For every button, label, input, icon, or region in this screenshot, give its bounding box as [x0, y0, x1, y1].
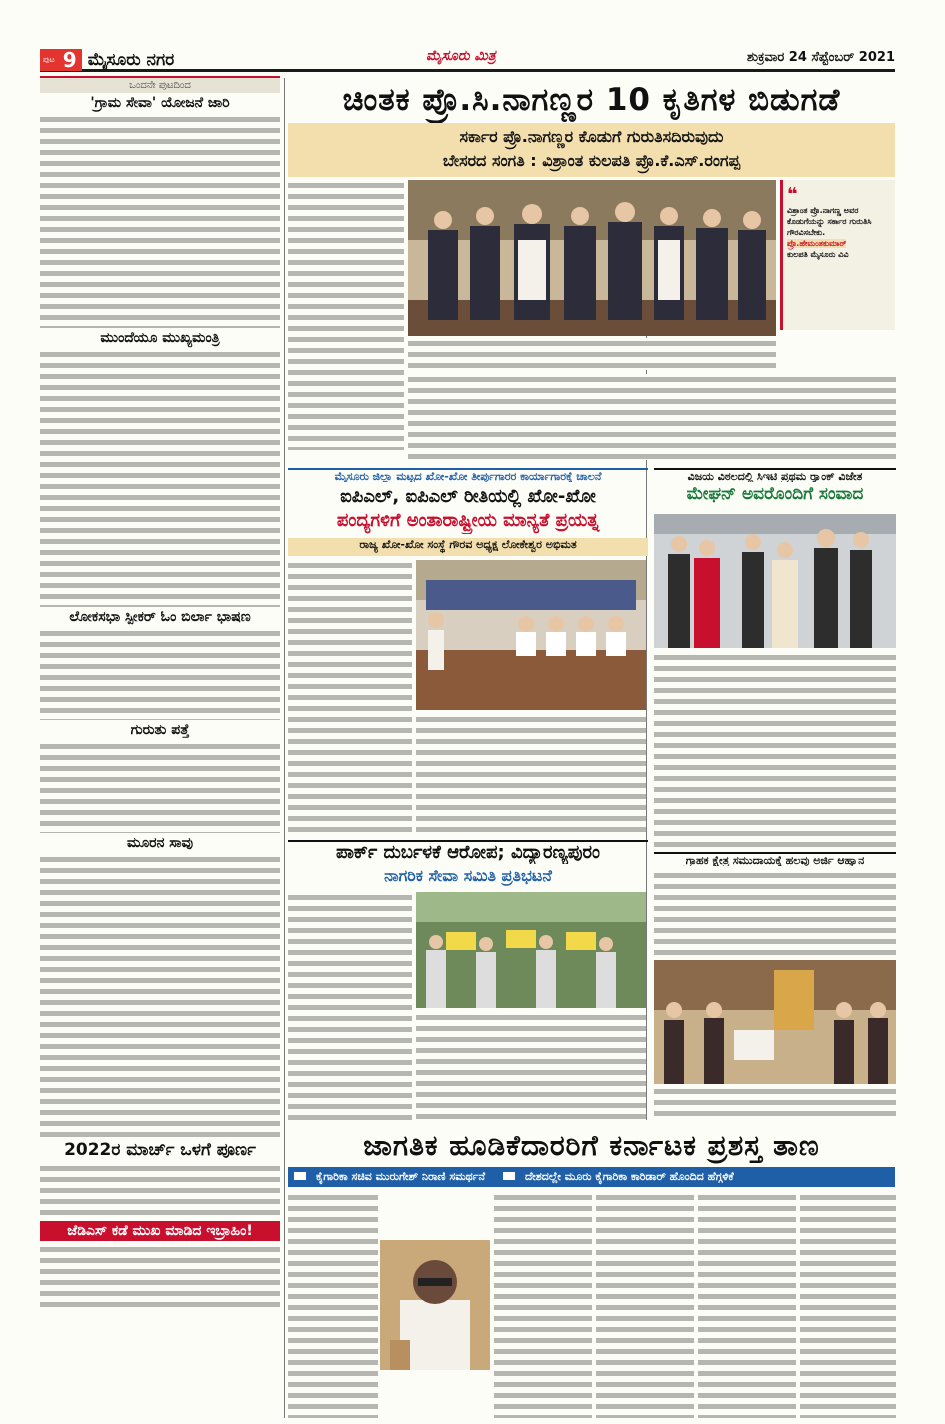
page-number: 9 [58, 49, 82, 71]
story-headline: 2022ರ ಮಾರ್ಚ್ ಒಳಗೆ ಪೂರ್ಣ [64, 1140, 256, 1160]
lead-subheads [288, 123, 895, 177]
lead-subhead-1: ಸರ್ಕಾರ ಪ್ರೊ.ನಾಗಣ್ಣರ ಕೊಡುಗೆ ಗುರುತಿಸದಿರುವುದು [459, 127, 724, 146]
kho-body-cont [416, 714, 646, 838]
rank-headline: ಮೇಘನ್ ಅವರೊಂದಿಗೆ ಸಂವಾದ [686, 484, 864, 504]
kho-body [288, 560, 412, 838]
park-headline-2: ನಾಗರಿಕ ಸೇವಾ ಸಮಿತಿ ಪ್ರತಿಭಟನೆ [384, 866, 552, 885]
photo-illustration [408, 180, 776, 336]
square-bullet-icon [294, 1172, 306, 1180]
kho-headline-2: ಪಂದ್ಯಗಳಿಗೆ ಅಂತಾರಾಷ್ಟ್ರೀಯ ಮಾನ್ಯತೆ ಪ್ರಯತ್ನ [336, 510, 600, 531]
book-release-photo [408, 180, 776, 336]
kho-kicker: ಮೈಸೂರು ಜಿಲ್ಲಾ ಮಟ್ಟದ ಖೋ-ಖೋ ತೀರ್ಪುಗಾರರ ಕಾರ್ಯಾಗಾರಕ್ಕೆ ಚಾಲನೆ [288, 468, 648, 482]
story-body [40, 628, 280, 720]
park-body [288, 892, 412, 1120]
pull-quote [780, 180, 895, 330]
story-headline: ಗುರುತು ಪತ್ತೆ [130, 722, 190, 738]
lead-story-body-cont [408, 374, 896, 460]
lead-headline: ಚಿಂತಕ ಪ್ರೊ.ಸಿ.ನಾಗಣ್ಣರ 10 ಕೃತಿಗಳ ಬಿಡುಗಡೆ [342, 81, 841, 118]
story-body [40, 349, 280, 607]
story-body [40, 1163, 280, 1219]
lead-story-body [288, 180, 404, 450]
event-photo [654, 960, 896, 1084]
photo-illustration [654, 514, 896, 648]
story-body [40, 1244, 280, 1310]
story-headline: ಲೋಕಸಭಾ ಸ್ಪೀಕರ್ ಓಂ ಬಿರ್ಲಾ ಭಾಷಣ [69, 609, 251, 625]
quote-name: ಪ್ರೊ.ಹೇಮಂತಕುಮಾರ್ [787, 239, 847, 248]
photo-caption [654, 1086, 896, 1120]
story-headline: ಮುಂದೆಯೂ ಮುಖ್ಯಮಂತ್ರಿ [100, 330, 220, 346]
paper-logo: ಮೈಸೂರು ಮಿತ್ರ [426, 48, 496, 64]
park-headline-1: ಪಾರ್ಕ್ ದುರ್ಬಳಕೆ ಆರೋಪ; ವಿದ್ಯಾರಣ್ಯಪುರಂ [288, 840, 648, 864]
story-headline-red: ಜೆಡಿಎಸ್ ಕಡೆ ಮುಖ ಮಾಡಿದ ಇಬ್ರಾಹಿಂ! [40, 1221, 280, 1241]
business-body-5 [800, 1192, 896, 1418]
story-body [40, 854, 280, 1138]
photo-illustration [416, 560, 646, 710]
quote-role: ಕುಲಪತಿ ಮೈಸೂರು ವಿವಿ [787, 250, 849, 259]
protest-photo [416, 892, 646, 1008]
continued-kicker: ಒಂದನೇ ಪುಟದಿಂದ [40, 76, 280, 93]
strip-item-1 [288, 1170, 497, 1184]
business-body-3 [596, 1192, 694, 1418]
rank-kicker: ವಿಜಯ ವಿಠಲದಲ್ಲಿ ಸಿಇಟಿ ಪ್ರಥಮ ರ್‍ಯಾಂಕ್ ವಿಜೇತ [654, 468, 896, 482]
business-headline: ಜಾಗತಿಕ ಹೂಡಿಕೆದಾರರಿಗೆ ಕರ್ನಾಟಕ ಪ್ರಶಸ್ತ ತಾಣ [363, 1129, 820, 1162]
small-story-headline: ಗ್ರಾಹಕ ಕ್ಷೇತ್ರ ಸಮುದಾಯಕ್ಕೆ ಹಲವು ಅರ್ಜಿ ಆಹ್ವಾನ [654, 852, 896, 866]
rank-photo [654, 514, 896, 648]
business-body-2 [494, 1192, 592, 1418]
column-divider [284, 78, 285, 1418]
quote-text: ವಿಶ್ರಾಂತ ಪ್ರೊ.ನಾಗಣ್ಣ ಅವರ ಕೊಡುಗೆಯನ್ನು ಸರ್ಕಾರ ಗುರುತಿಸಿ ಗೌರವಿಸಬೇಕು. [787, 206, 872, 237]
photo-caption [408, 338, 776, 370]
page-badge [40, 49, 174, 71]
minister-photo [380, 1240, 490, 1370]
quote-mark-icon: ❝ [787, 184, 798, 205]
business-strip [288, 1167, 895, 1187]
strip-text-2: ದೇಶದಲ್ಲೇ ಮೂರು ಕೈಗಾರಿಕಾ ಕಾರಿಡಾರ್ ಹೊಂದಿದ ಹೆಗ್ಗಳಿಕೆ [525, 1170, 734, 1183]
section-name: ಮೈಸೂರು ನಗರ [87, 50, 175, 70]
photo-illustration [380, 1240, 490, 1370]
strip-text-1: ಕೈಗಾರಿಕಾ ಸಚಿವ ಮುರುಗೇಶ್ ನಿರಾಣಿ ಸಮರ್ಥನೆ [316, 1170, 486, 1183]
page-label: ಪುಟ [40, 49, 58, 71]
small-story-body [654, 870, 896, 956]
business-body-4 [698, 1192, 796, 1418]
strip-item-2 [497, 1170, 746, 1184]
story-body [40, 741, 280, 833]
kho-headline-1: ಐಪಿಎಲ್, ಐಪಿಎಲ್ ರೀತಿಯಲ್ಲಿ ಖೋ-ಖೋ [340, 486, 596, 507]
photo-illustration [416, 892, 646, 1008]
story-headline: 'ಗ್ರಾಮ ಸೇವಾ' ಯೋಜನೆ ಜಾರಿ [90, 95, 230, 111]
left-column [40, 76, 280, 1310]
rank-body [654, 652, 896, 848]
photo-illustration [654, 960, 896, 1084]
square-bullet-icon [503, 1172, 515, 1180]
park-body-cont [416, 1012, 646, 1120]
story-headline: ಮೂರನ ಸಾವು [126, 835, 194, 851]
issue-date: ಶುಕ್ರವಾರ 24 ಸೆಪ್ಟೆಂಬರ್ 2021 [746, 50, 895, 65]
masthead [40, 48, 895, 72]
kho-deck: ರಾಜ್ಯ ಖೋ-ಖೋ ಸಂಸ್ಥೆ ಗೌರವ ಅಧ್ಯಕ್ಷ ಲೋಕೇಶ್ವರ ಅಭಿಮತ [288, 538, 648, 556]
business-body-1 [288, 1192, 378, 1418]
lead-subhead-2: ಬೇಸರದ ಸಂಗತಿ : ವಿಶ್ರಾಂತ ಕುಲಪತಿ ಪ್ರೊ.ಕೆ.ಎಸ್.ರಂಗಪ್ಪ [442, 151, 741, 170]
story-body [40, 114, 280, 328]
kho-photo [416, 560, 646, 710]
